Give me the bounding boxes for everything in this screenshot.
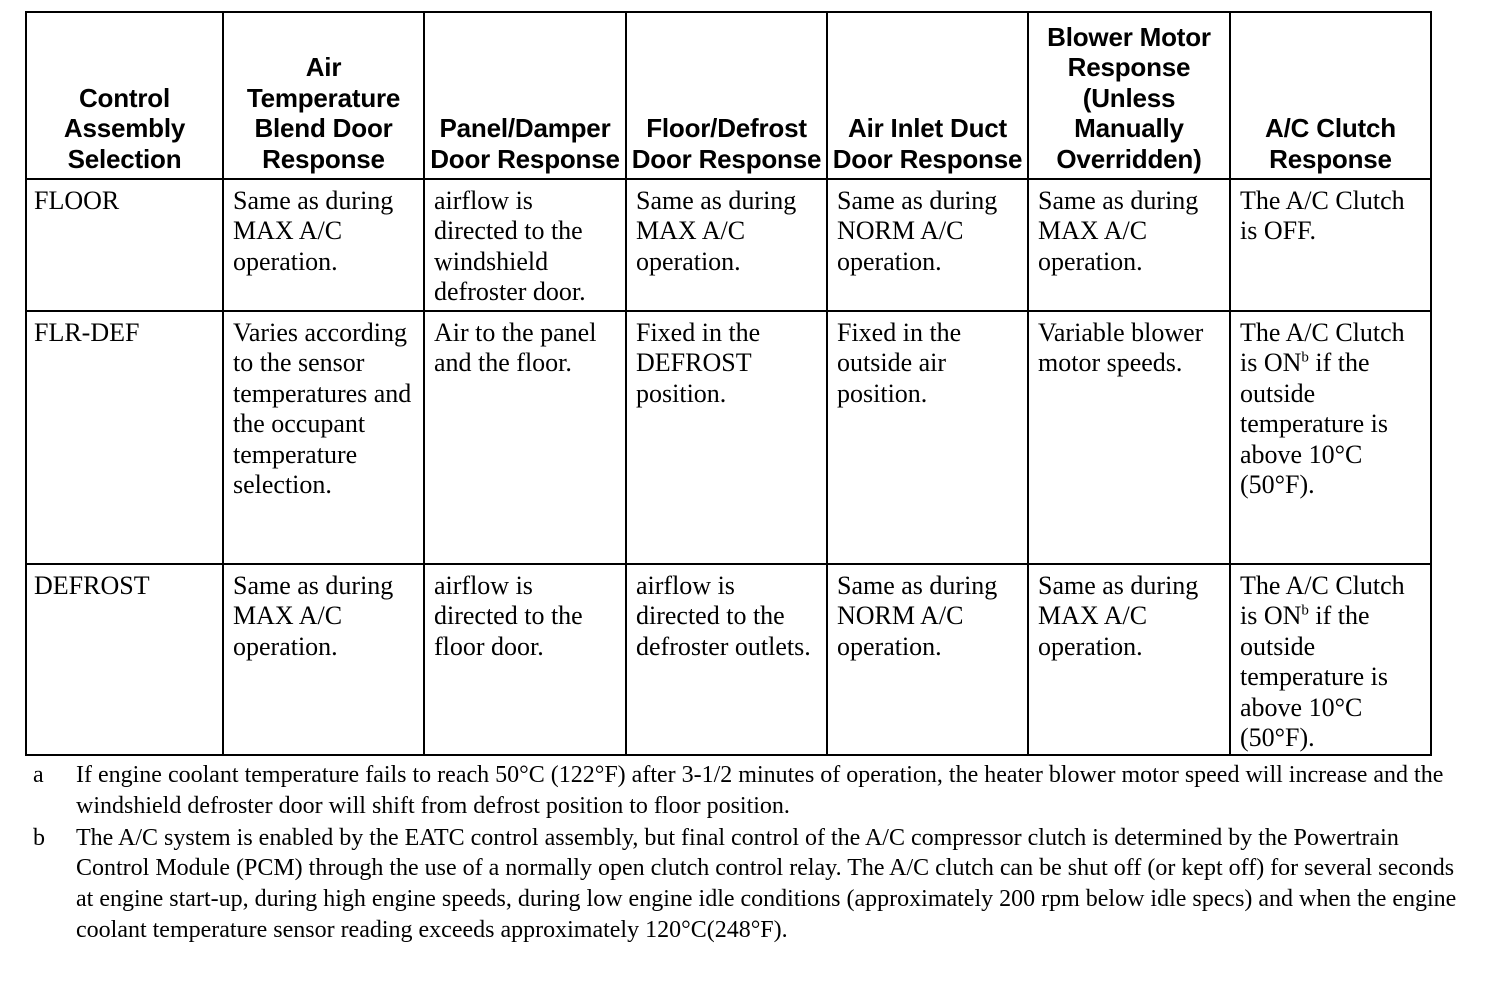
footnote-text: The A/C system is enabled by the EATC control assembly, but final control of the A/C compressor clutch is determined by the Powertrain Control Module (PCM) through the use of a normally open clutch control relay. The A/C clutch can be shut off (or kept off) for several seconds at engine start-up, during high engine speeds, during low engine idle conditions (approximately 200 rpm below idle specs) and when the engine coolant temperature sensor reading exceeds approximately 120°C(248°F). (76, 824, 1457, 943)
clutch-text-pre: The A/C Clutch is ON (1240, 571, 1405, 631)
cell-selection: DEFROST (26, 564, 223, 755)
table-row-defrost (26, 564, 1431, 755)
header-blower-motor-response: Blower Motor Response (Unless Manually Overridden) (1028, 12, 1230, 179)
header-panel-damper-door-response: Panel/Damper Door Response (424, 12, 626, 179)
header-row (26, 12, 1431, 179)
footnote-ref-b: b (1301, 602, 1309, 619)
cell-floor-defrost-door: Same as during MAX A/C operation. (626, 179, 827, 311)
footnote-ref-b: b (1301, 349, 1309, 366)
cell-ac-clutch (1230, 564, 1431, 755)
cell-blower-motor: Same as during MAX A/C operation. (1028, 179, 1230, 311)
control-response-table-wrapper (25, 11, 1430, 756)
table-header (26, 12, 1431, 179)
cell-selection: FLR-DEF (26, 311, 223, 564)
footnote-text: If engine coolant temperature fails to reach 50°C (122°F) after 3-1/2 minutes of operation, the heater blower motor speed will increase and the windshield defroster door will shift from defrost position to floor position. (76, 762, 1444, 819)
cell-air-inlet-duct-door: Fixed in the outside air position. (827, 311, 1028, 564)
clutch-text-pre: The A/C Clutch is ON (1240, 318, 1405, 378)
cell-blower-motor: Same as during MAX A/C operation. (1028, 564, 1230, 755)
footnote-mark: b (33, 824, 45, 851)
cell-panel-damper-door: Air to the panel and the floor. (424, 311, 626, 564)
clutch-text-post: if the outside temperature is above 10°C (50°F). (1240, 348, 1388, 500)
header-air-inlet-duct-door-response: Air Inlet Duct Door Response (827, 12, 1028, 179)
cell-blend-door: Varies according to the sensor temperatures and the occupant temperature selection. (223, 311, 424, 564)
footnote-mark: a (33, 762, 44, 788)
footnote-a (33, 760, 1473, 822)
clutch-text-post: if the outside temperature is above 10°C (50°F). (1240, 601, 1388, 753)
cell-ac-clutch (1230, 311, 1431, 564)
cell-panel-damper-door: airflow is directed to the windshield defroster door. (424, 179, 626, 311)
cell-panel-damper-door: airflow is directed to the floor door. (424, 564, 626, 755)
footnote-b (33, 823, 1473, 946)
footnotes (33, 760, 1473, 947)
cell-blend-door: Same as during MAX A/C operation. (223, 564, 424, 755)
header-ac-clutch-response: A/C Clutch Response (1230, 12, 1431, 179)
table-row-flr-def (26, 311, 1431, 564)
cell-blend-door: Same as during MAX A/C operation. (223, 179, 424, 311)
cell-floor-defrost-door: airflow is directed to the defroster outlets. (626, 564, 827, 755)
table-row-floor (26, 179, 1431, 311)
cell-air-inlet-duct-door: Same as during NORM A/C operation. (827, 179, 1028, 311)
cell-floor-defrost-door: Fixed in the DEFROST position. (626, 311, 827, 564)
control-response-table (25, 11, 1432, 756)
cell-blower-motor: Variable blower motor speeds. (1028, 311, 1230, 564)
cell-selection: FLOOR (26, 179, 223, 311)
table-body (26, 179, 1431, 755)
header-control-assembly-selection: Control Assembly Selection (26, 12, 223, 179)
cell-ac-clutch: The A/C Clutch is OFF. (1230, 179, 1431, 311)
cell-air-inlet-duct-door: Same as during NORM A/C operation. (827, 564, 1028, 755)
header-air-temperature-blend-door-response: Air Temperature Blend Door Response (223, 12, 424, 179)
header-floor-defrost-door-response: Floor/Defrost Door Response (626, 12, 827, 179)
